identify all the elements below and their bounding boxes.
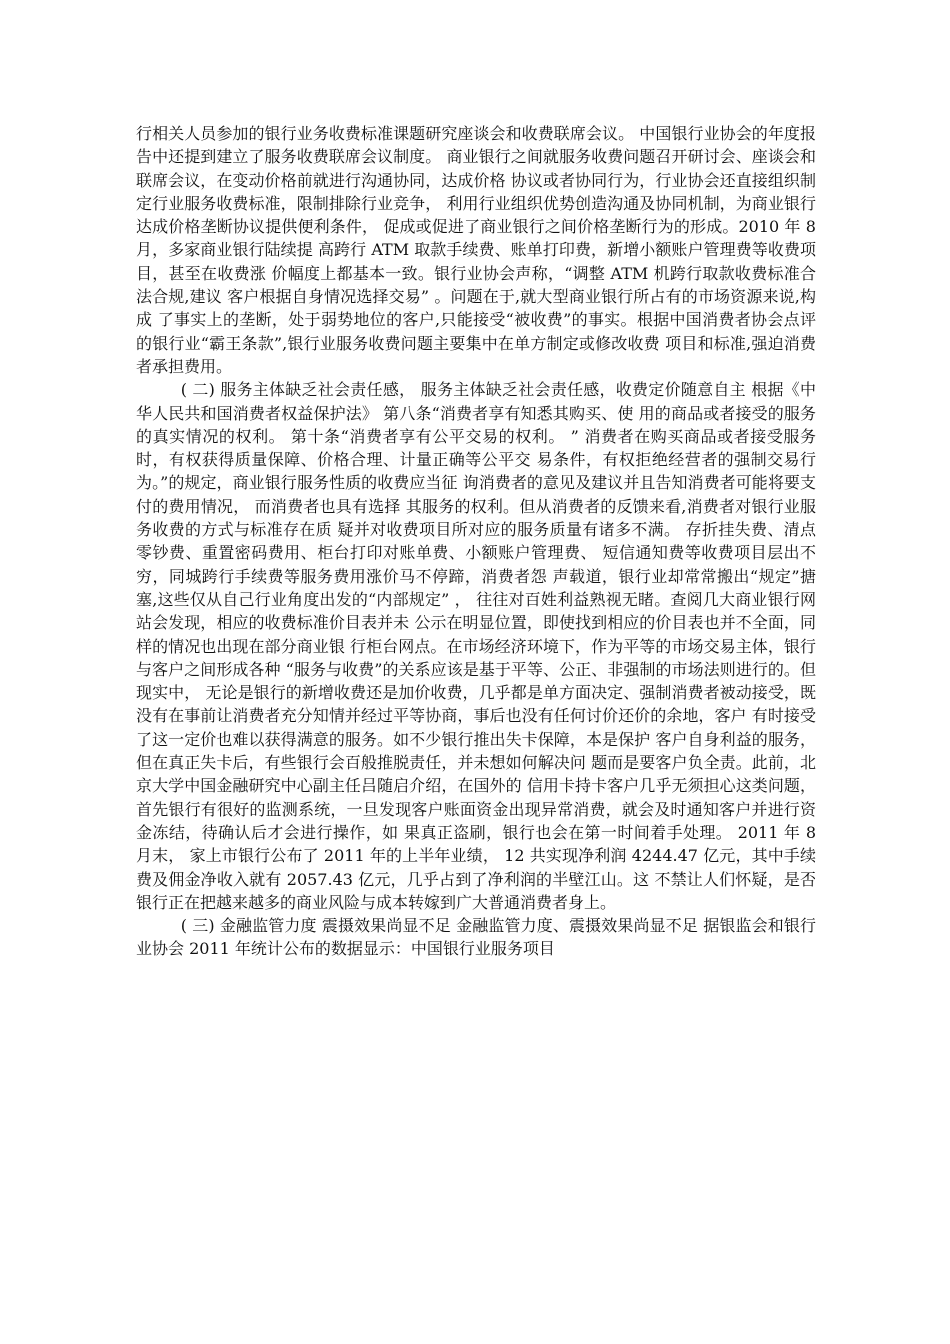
paragraph-2: ( 二) 服务主体缺乏社会责任感， 服务主体缺乏社会责任感，收费定价随意自主 根据《中华人民共和国消费者权益保护法》 第八条“消费者享有知悉其购买、使 用的商品或者接受的服务的真实情况的权利。 第十条“消费者享有公平交易的权利。 ” 消费者在购买商品或者接受服务时，有权获得质量保障、价格合理、计量正确等公平交 易条件，有权拒绝经营者的强制交易行为。”的规定，商业银行服务性质的收费应当征 询消费者的意见及建议并且告知消费者可能将要支付的费用情况， 而消费者也具有选择 其服务的权利。但从消费者的反馈来看,消费者对银行业服务收费的方式与标准存在质 疑并对收费项目所对应的服务质量有诸多不满。 存折挂失费、清点零钞费、重置密码费用、柜台打印对账单费、小额账户管理费、 短信通知费等收费项目层出不穷，同城跨行手续费等服务费用涨价马不停蹄，消费者怨 声载道，银行业却常常搬出“规定”搪塞,这些仅从自己行业角度出发的“内部规定” ， 往往对百姓利益熟视无睹。查阅几大商业银行网站会发现，相应的收费标准价目表并未 公示在明显位置，即使找到相应的价目表也并不全面，同样的情况也出现在部分商业银 行柜台网点。在市场经济环境下，作为平等的市场交易主体，银行与客户之间形成各种 “服务与收费”的关系应该是基于平等、公正、非强制的市场法则进行的。但现实中， 无论是银行的新增收费还是加价收费，几乎都是单方面决定、强制消费者被动接受，既 没有在事前让消费者充分知情并经过平等协商，事后也没有任何讨价还价的余地，客户 有时接受了这一定价也难以获得满意的服务。如不少银行推出失卡保障，本是保护 客户自身利益的服务，但在真正失卡后，有些银行会百般推脱责任，并未想如何解决问 题而是要客户负全责。此前，北京大学中国金融研究中心副主任吕随启介绍，在国外的 信用卡持卡客户几乎无须担心这类问题，首先银行有很好的监测系统，一旦发现客户账面资金出现异常消费，就会及时通知客户并进行资金冻结，待确认后才会进行操作，如 果真正盗刷，银行也会在第一时间着手处理。 2011 年 8 月末， 家上市银行公布了 2011 年的上半年业绩， 12 共实现净利润 4244.47 亿元，其中手续费及佣金净收入就有 2057.43 亿元，几乎占到了净利润的半壁江山。这 不禁让人们怀疑，是否银行正在把越来越多的商业风险与成本转嫁到广大普通消费者身上。 bbox=[136, 380, 816, 912]
document-page bbox=[136, 122, 816, 961]
paragraph-3: ( 三) 金融监管力度 震摄效果尚显不足 金融监管力度、震摄效果尚显不足 据银监会和银行业协会 2011 年统计公布的数据显示：中国银行业服务项目 bbox=[136, 916, 816, 959]
paragraph-1: 行相关人员参加的银行业务收费标准课题研究座谈会和收费联席会议。 中国银行业协会的年度报告中还提到建立了服务收费联席会议制度。 商业银行之间就服务收费问题召开研讨会、座谈会和联席会议，在变动价格前就进行沟通协同，达成价格 协议或者协同行为，行业协会还直接组织制定行业服务收费标准，限制排除行业竞争， 利用行业组织优势创造沟通及协同机制，为商业银行达成价格垄断协议提供便利条件， 促成或促进了商业银行之间价格垄断行为的形成。2010 年 8 月，多家商业银行陆续提 高跨行 ATM 取款手续费、账单打印费，新增小额账户管理费等收费项目，甚至在收费涨 价幅度上都基本一致。银行业协会声称，“调整 ATM 机跨行取款收费标准合法合规,建议 客户根据自身情况选择交易” 。问题在于,就大型商业银行所占有的市场资源来说,构成 了事实上的垄断，处于弱势地位的客户,只能接受“被收费”的事实。根据中国消费者协会点评的银行业“霸王条款”,银行业服务收费问题主要集中在单方制定或修改收费 项目和标准,强迫消费者承担费用。 bbox=[136, 124, 816, 376]
